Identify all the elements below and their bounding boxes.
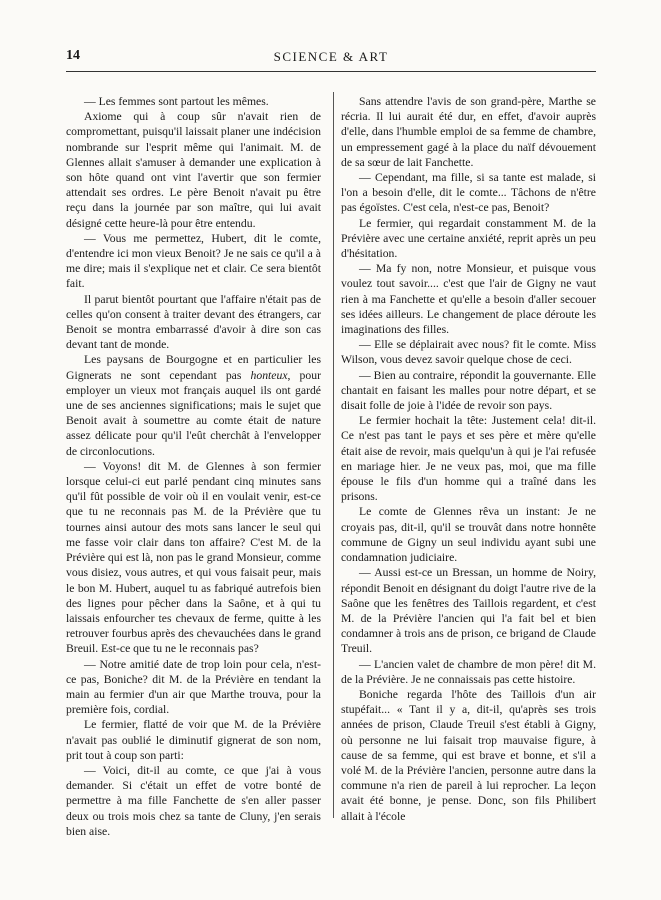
paragraph: — Ma fy non, notre Monsieur, et puisque vous voulez tout savoir.... c'est que l'air de Gigny ne vaut rien à ma Fanchette et qu'elle a besoin d'aller secouer ses idées ailleurs. Le changement de place déroute les imaginations des filles. xyxy=(341,262,596,337)
header-rule xyxy=(66,71,596,72)
paragraph: — Notre amitié date de trop loin pour cela, n'est-ce pas, Boniche? dit M. de la Prévière en tendant la main au fermier d'un air que Marthe trouva, pour la première fois, cordial. xyxy=(66,657,321,717)
paragraph: Le comte de Glennes rêva un instant: Je ne croyais pas, dit-il, qu'il se trouvât dans notre honnête commune de Gigny un seul individu ayant subi une condamnation judiciaire. xyxy=(341,505,596,565)
paragraph: Axiome qui à coup sûr n'avait rien de compromettant, puisqu'il laissait planer une indécision nombrande sur l'esprit même qui l'animait. M. de Glennes allait s'amuser à demander une explication à son hôte quand ont vint l'avertir que son fermier attendait ses ordres. Le père Benoit n'avait pu être reçu dans la journée par son maître, qui lui avait désigné cette heure-là pour être entendu. xyxy=(66,110,321,230)
paragraph: — Voici, dit-il au comte, ce que j'ai à vous demander. Si c'était un effet de votre bonté de permettre à ma fille Fanchette de s'en aller passer deux ou trois mois chez sa tante de Cluny, j'en serais bien aise. xyxy=(66,763,321,838)
paragraph: — Vous me permettez, Hubert, dit le comte, d'entendre ici mon vieux Benoit? Je ne sais ce qu'il a à me dire; mais il s'explique net et clair. Ce sera bientôt fait. xyxy=(66,231,321,291)
paragraph: Le fermier hochait la tête: Justement cela! dit-il. Ce n'est pas tant le pays et ses père et mère qu'elle était aise de revoir, mais quelqu'un à qui je l'ai refusée en mariage hier. Je ne veux pas, moi, que ma fille épouse le fils d'un homme qui a traîné dans les prisons. xyxy=(341,414,596,504)
paragraph: Sans attendre l'avis de son grand-père, Marthe se récria. Il lui aurait été dur, en effet, d'avoir auprès d'elle, dans l'humble emploi de sa femme de chambre, un empressement gagé à la place du naïf dévouement de sa sœur de lait Fanchette. xyxy=(341,95,596,169)
paragraph: Les paysans de Bourgogne et en particulier les Gignerats ne sont cependant pas honteux, pour employer un vieux mot français auquel ils ont gardé une de ses anciennes significations; mais le sujet que Benoit avait à soumettre au comte était de nature assez délicate pour qu'il l'eût cherchât à l'envelopper de circonlocutions. xyxy=(66,353,321,458)
paragraph: — L'ancien valet de chambre de mon père! dit M. de la Prévière. Je ne connaissais pas cette histoire. xyxy=(341,657,596,686)
running-title: SCIENCE & ART xyxy=(273,49,389,64)
italic-word: honteux xyxy=(250,368,288,382)
left-column xyxy=(66,94,321,874)
right-column xyxy=(341,94,596,874)
paragraph: — Cependant, ma fille, si sa tante est malade, si l'on a besoin d'elle, dit le comte... Tâchons de n'être pas égoïstes. C'est cela, n'est-ce pas, Benoit? xyxy=(341,171,596,215)
paragraph: — Elle se déplairait avec nous? fit le comte. Miss Wilson, vous devez savoir quelque chose de ceci. xyxy=(341,338,596,367)
page-header xyxy=(66,48,596,66)
paragraph: Le fermier, flatté de voir que M. de la Prévière n'avait pas oublié le diminutif gignerat de son nom, prit tout à coup son parti: xyxy=(66,718,321,762)
paragraph: — Aussi est-ce un Bressan, un homme de Noiry, répondit Benoit en désignant du doigt l'autre rive de la Saône que les fenêtres des Taillois regardent, et c'est M. de la Prévière l'ancien qui l'a fait bel et bien condamner à trois ans de prison, ce brigand de Claude Treuil. xyxy=(341,566,596,656)
paragraph: Le fermier, qui regardait constamment M. de la Prévière avec une certaine anxiété, reprit après un peu d'hésitation. xyxy=(341,216,596,261)
paragraph: — Voyons! dit M. de Glennes à son fermier lorsque celui-ci eut parlé pendant cinq minutes sans qu'il fût possible de voir où il en voulait venir, est-ce que tu ne reconnais pas M. de la Prévière que tu tournes ainsi autour des mots sans lancer le seul qui me fasse voir clair dans ton affaire? C'est M. de la Prévière qui est là, non pas le grand Monsieur, comme vous disiez, vous autres, et qui vous faisait peur, mais le bon M. Hubert, auquel tu as fabriqué autrefois bien des lignes pour pêcher dans la Saône, et à qui tu laissais enfourcher tes chevaux de ferme, quitte à les retrouver fourbus après des chevauchées dans le grand Breuil. Est-ce que tu ne le reconnais pas? xyxy=(66,459,321,656)
paragraph: — Bien au contraire, répondit la gouvernante. Elle chantait en faisant les malles pour notre départ, et se disait folle de joie à l'idée de revoir son pays. xyxy=(341,368,596,413)
paragraph: Boniche regarda l'hôte des Taillois d'un air stupéfait... « Tant il y a, dit-il, qu'après ses trois années de prison, Claude Treuil s'est établi à Gigny, où personne ne lui faisait trop mauvaise figure, à cause de sa femme, qui est brave et bonne, et s'il a volé M. de la Prévière l'ancien, personne autre dans la commune n'a rien de pareil à lui reprocher. La leçon avait été bonne, je pense. Donc, son fils Philibert allait à l'école xyxy=(341,687,596,823)
paragraph: Il parut bientôt pourtant que l'affaire n'était pas de celles qu'on consent à traiter devant des étrangers, car Benoit se montra embarrassé d'avoir à dire son cas devant tant de monde. xyxy=(66,292,321,352)
paragraph: — Les femmes sont partout les mêmes. xyxy=(84,95,269,108)
page-number: 14 xyxy=(66,48,80,63)
column-divider xyxy=(333,92,334,818)
